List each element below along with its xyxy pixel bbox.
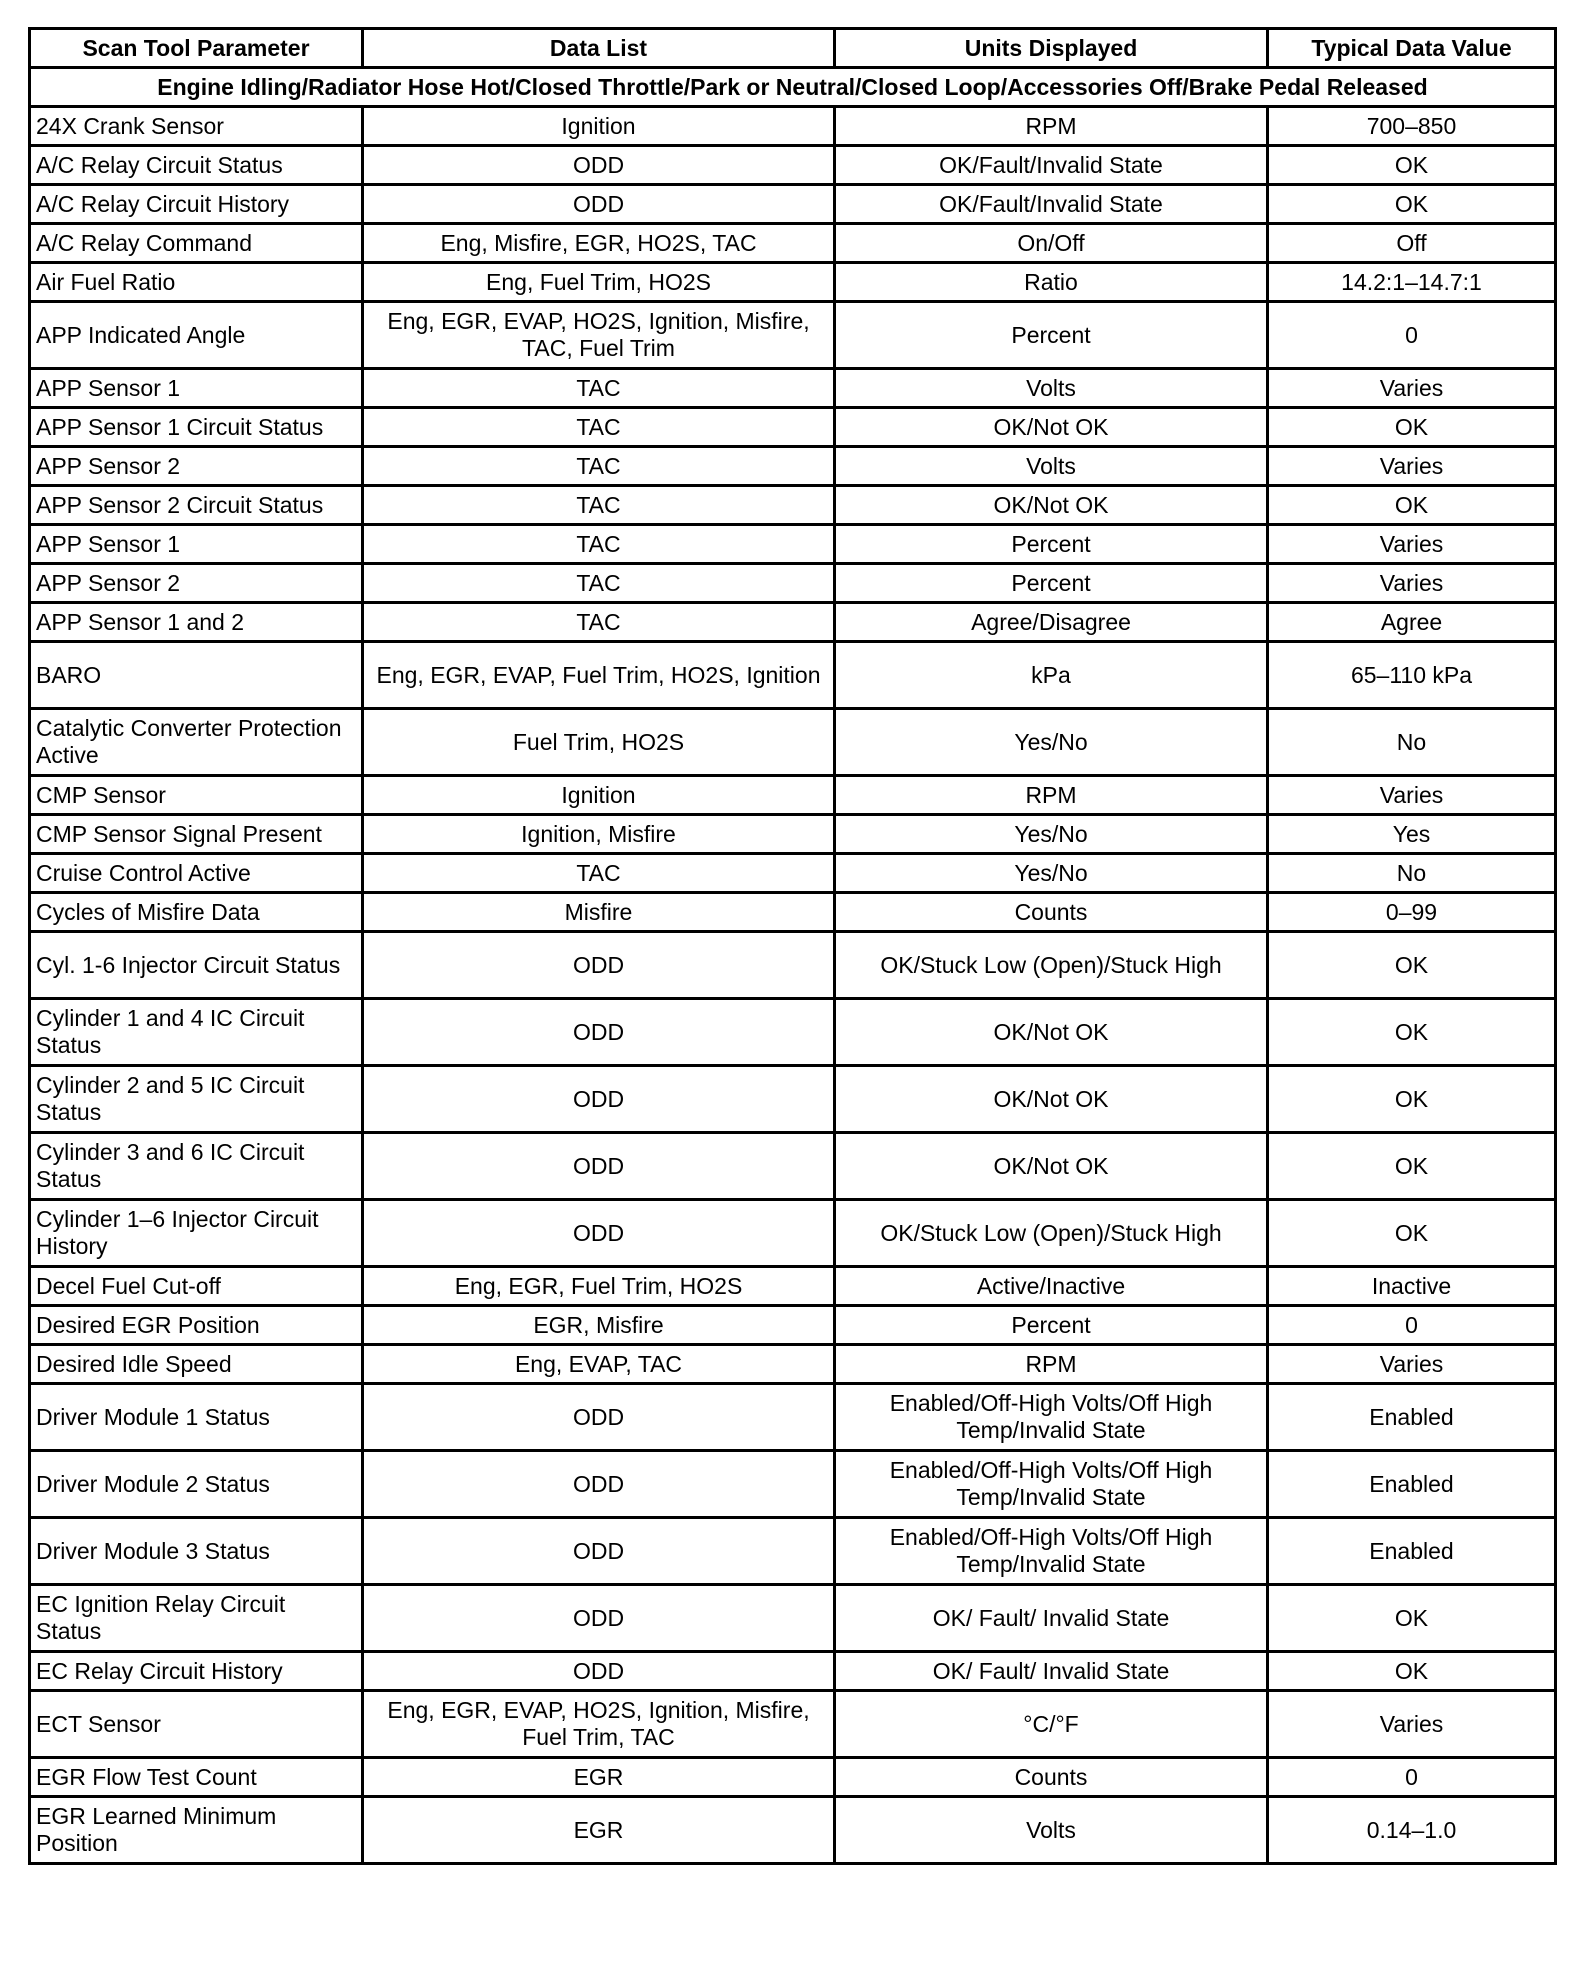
cell-parameter: CMP Sensor Signal Present bbox=[30, 815, 363, 854]
header-scan-tool-parameter: Scan Tool Parameter bbox=[30, 29, 363, 68]
cell-parameter: APP Sensor 2 Circuit Status bbox=[30, 486, 363, 525]
cell-parameter: APP Sensor 2 bbox=[30, 447, 363, 486]
table-row bbox=[30, 1306, 1556, 1345]
cell-data-list: Eng, Fuel Trim, HO2S bbox=[363, 263, 835, 302]
cell-data-list: Eng, EVAP, TAC bbox=[363, 1345, 835, 1384]
cell-typical-value: Enabled bbox=[1268, 1384, 1556, 1451]
cell-parameter: A/C Relay Command bbox=[30, 224, 363, 263]
table-row bbox=[30, 185, 1556, 224]
table-row bbox=[30, 263, 1556, 302]
cell-parameter: APP Sensor 1 bbox=[30, 525, 363, 564]
cell-units: OK/Stuck Low (Open)/Stuck High bbox=[835, 1200, 1268, 1267]
operating-condition: Engine Idling/Radiator Hose Hot/Closed Throttle/Park or Neutral/Closed Loop/Accessories Off/Brake Pedal Released bbox=[30, 68, 1556, 107]
cell-parameter: Desired EGR Position bbox=[30, 1306, 363, 1345]
table-row bbox=[30, 1797, 1556, 1864]
cell-typical-value: Off bbox=[1268, 224, 1556, 263]
cell-units: °C/°F bbox=[835, 1691, 1268, 1758]
cell-data-list: EGR bbox=[363, 1797, 835, 1864]
cell-units: OK/Not OK bbox=[835, 486, 1268, 525]
cell-units: Volts bbox=[835, 369, 1268, 408]
cell-typical-value: Agree bbox=[1268, 603, 1556, 642]
cell-data-list: TAC bbox=[363, 603, 835, 642]
cell-units: Active/Inactive bbox=[835, 1267, 1268, 1306]
table-row bbox=[30, 709, 1556, 776]
table-body bbox=[30, 107, 1556, 1864]
table-row bbox=[30, 1267, 1556, 1306]
cell-data-list: Eng, EGR, EVAP, Fuel Trim, HO2S, Ignition bbox=[363, 642, 835, 709]
cell-parameter: Catalytic Converter Protection Active bbox=[30, 709, 363, 776]
table-row bbox=[30, 815, 1556, 854]
header-units-displayed: Units Displayed bbox=[835, 29, 1268, 68]
table-row bbox=[30, 525, 1556, 564]
cell-data-list: EGR, Misfire bbox=[363, 1306, 835, 1345]
cell-parameter: Driver Module 1 Status bbox=[30, 1384, 363, 1451]
cell-typical-value: Varies bbox=[1268, 447, 1556, 486]
table-row bbox=[30, 486, 1556, 525]
cell-units: OK/Not OK bbox=[835, 1133, 1268, 1200]
cell-units: Counts bbox=[835, 1758, 1268, 1797]
cell-units: Counts bbox=[835, 893, 1268, 932]
cell-typical-value: Varies bbox=[1268, 1345, 1556, 1384]
table-row bbox=[30, 603, 1556, 642]
header-data-list: Data List bbox=[363, 29, 835, 68]
cell-units: Ratio bbox=[835, 263, 1268, 302]
cell-data-list: ODD bbox=[363, 185, 835, 224]
cell-typical-value: 0.14–1.0 bbox=[1268, 1797, 1556, 1864]
cell-data-list: ODD bbox=[363, 1384, 835, 1451]
table-row bbox=[30, 564, 1556, 603]
cell-parameter: Air Fuel Ratio bbox=[30, 263, 363, 302]
table-row bbox=[30, 408, 1556, 447]
cell-typical-value: No bbox=[1268, 709, 1556, 776]
cell-data-list: Eng, EGR, EVAP, HO2S, Ignition, Misfire, TAC, Fuel Trim bbox=[363, 302, 835, 369]
cell-data-list: Eng, EGR, EVAP, HO2S, Ignition, Misfire, Fuel Trim, TAC bbox=[363, 1691, 835, 1758]
cell-data-list: ODD bbox=[363, 1133, 835, 1200]
cell-parameter: APP Sensor 1 and 2 bbox=[30, 603, 363, 642]
cell-data-list: ODD bbox=[363, 1066, 835, 1133]
cell-parameter: Driver Module 2 Status bbox=[30, 1451, 363, 1518]
table-row bbox=[30, 369, 1556, 408]
cell-units: OK/Not OK bbox=[835, 999, 1268, 1066]
cell-typical-value: Varies bbox=[1268, 1691, 1556, 1758]
cell-typical-value: Varies bbox=[1268, 776, 1556, 815]
cell-data-list: ODD bbox=[363, 146, 835, 185]
cell-units: RPM bbox=[835, 1345, 1268, 1384]
cell-units: Percent bbox=[835, 564, 1268, 603]
cell-typical-value: 0–99 bbox=[1268, 893, 1556, 932]
cell-parameter: A/C Relay Circuit History bbox=[30, 185, 363, 224]
cell-parameter: Cylinder 1 and 4 IC Circuit Status bbox=[30, 999, 363, 1066]
cell-typical-value: OK bbox=[1268, 486, 1556, 525]
cell-parameter: APP Sensor 1 bbox=[30, 369, 363, 408]
table-row bbox=[30, 447, 1556, 486]
cell-typical-value: OK bbox=[1268, 1200, 1556, 1267]
table-row bbox=[30, 146, 1556, 185]
table-row bbox=[30, 1451, 1556, 1518]
cell-units: OK/Stuck Low (Open)/Stuck High bbox=[835, 932, 1268, 999]
cell-data-list: TAC bbox=[363, 854, 835, 893]
cell-typical-value: Enabled bbox=[1268, 1451, 1556, 1518]
cell-parameter: Cruise Control Active bbox=[30, 854, 363, 893]
cell-units: Yes/No bbox=[835, 854, 1268, 893]
cell-units: OK/ Fault/ Invalid State bbox=[835, 1652, 1268, 1691]
cell-units: OK/Not OK bbox=[835, 408, 1268, 447]
table-row bbox=[30, 893, 1556, 932]
cell-units: Volts bbox=[835, 1797, 1268, 1864]
scan-tool-data-table bbox=[28, 27, 1557, 1865]
cell-typical-value: 65–110 kPa bbox=[1268, 642, 1556, 709]
table-row bbox=[30, 1652, 1556, 1691]
cell-parameter: EC Relay Circuit History bbox=[30, 1652, 363, 1691]
cell-typical-value: 0 bbox=[1268, 1758, 1556, 1797]
cell-parameter: A/C Relay Circuit Status bbox=[30, 146, 363, 185]
cell-parameter: ECT Sensor bbox=[30, 1691, 363, 1758]
table-row bbox=[30, 1384, 1556, 1451]
cell-units: Enabled/Off-High Volts/Off High Temp/Invalid State bbox=[835, 1384, 1268, 1451]
cell-units: Yes/No bbox=[835, 815, 1268, 854]
cell-typical-value: Enabled bbox=[1268, 1518, 1556, 1585]
cell-data-list: Ignition, Misfire bbox=[363, 815, 835, 854]
header-row bbox=[30, 29, 1556, 68]
cell-typical-value: 0 bbox=[1268, 1306, 1556, 1345]
table-row bbox=[30, 302, 1556, 369]
cell-typical-value: 14.2:1–14.7:1 bbox=[1268, 263, 1556, 302]
cell-units: OK/Fault/Invalid State bbox=[835, 146, 1268, 185]
cell-parameter: Decel Fuel Cut-off bbox=[30, 1267, 363, 1306]
cell-data-list: ODD bbox=[363, 1200, 835, 1267]
cell-data-list: ODD bbox=[363, 1518, 835, 1585]
table-row bbox=[30, 1585, 1556, 1652]
condition-row bbox=[30, 68, 1556, 107]
cell-parameter: Cylinder 1–6 Injector Circuit History bbox=[30, 1200, 363, 1267]
cell-data-list: Misfire bbox=[363, 893, 835, 932]
cell-parameter: EC Ignition Relay Circuit Status bbox=[30, 1585, 363, 1652]
cell-data-list: Ignition bbox=[363, 107, 835, 146]
cell-data-list: ODD bbox=[363, 1585, 835, 1652]
cell-units: Enabled/Off-High Volts/Off High Temp/Invalid State bbox=[835, 1451, 1268, 1518]
cell-typical-value: Varies bbox=[1268, 564, 1556, 603]
table-row bbox=[30, 224, 1556, 263]
cell-parameter: Cylinder 2 and 5 IC Circuit Status bbox=[30, 1066, 363, 1133]
cell-typical-value: No bbox=[1268, 854, 1556, 893]
table-row bbox=[30, 1066, 1556, 1133]
cell-typical-value: Varies bbox=[1268, 525, 1556, 564]
cell-typical-value: Varies bbox=[1268, 369, 1556, 408]
cell-units: Percent bbox=[835, 302, 1268, 369]
cell-parameter: EGR Flow Test Count bbox=[30, 1758, 363, 1797]
table-row bbox=[30, 1758, 1556, 1797]
cell-parameter: APP Indicated Angle bbox=[30, 302, 363, 369]
cell-parameter: Cyl. 1-6 Injector Circuit Status bbox=[30, 932, 363, 999]
cell-typical-value: OK bbox=[1268, 1585, 1556, 1652]
table-row bbox=[30, 1691, 1556, 1758]
cell-data-list: Fuel Trim, HO2S bbox=[363, 709, 835, 776]
cell-parameter: Cycles of Misfire Data bbox=[30, 893, 363, 932]
table-row bbox=[30, 1200, 1556, 1267]
cell-typical-value: OK bbox=[1268, 185, 1556, 224]
cell-data-list: TAC bbox=[363, 486, 835, 525]
cell-parameter: CMP Sensor bbox=[30, 776, 363, 815]
table-row bbox=[30, 107, 1556, 146]
cell-typical-value: OK bbox=[1268, 1133, 1556, 1200]
cell-data-list: ODD bbox=[363, 1652, 835, 1691]
cell-typical-value: Yes bbox=[1268, 815, 1556, 854]
cell-units: OK/Fault/Invalid State bbox=[835, 185, 1268, 224]
cell-typical-value: 700–850 bbox=[1268, 107, 1556, 146]
cell-parameter: BARO bbox=[30, 642, 363, 709]
cell-data-list: EGR bbox=[363, 1758, 835, 1797]
cell-parameter: Driver Module 3 Status bbox=[30, 1518, 363, 1585]
cell-typical-value: OK bbox=[1268, 932, 1556, 999]
cell-typical-value: Inactive bbox=[1268, 1267, 1556, 1306]
cell-parameter: Desired Idle Speed bbox=[30, 1345, 363, 1384]
cell-data-list: TAC bbox=[363, 369, 835, 408]
cell-data-list: Eng, EGR, Fuel Trim, HO2S bbox=[363, 1267, 835, 1306]
cell-data-list: TAC bbox=[363, 408, 835, 447]
cell-typical-value: OK bbox=[1268, 999, 1556, 1066]
cell-typical-value: 0 bbox=[1268, 302, 1556, 369]
cell-units: Yes/No bbox=[835, 709, 1268, 776]
table-row bbox=[30, 776, 1556, 815]
table-row bbox=[30, 1518, 1556, 1585]
cell-units: RPM bbox=[835, 776, 1268, 815]
cell-parameter: APP Sensor 1 Circuit Status bbox=[30, 408, 363, 447]
cell-units: On/Off bbox=[835, 224, 1268, 263]
cell-units: Percent bbox=[835, 525, 1268, 564]
cell-data-list: ODD bbox=[363, 999, 835, 1066]
cell-typical-value: OK bbox=[1268, 146, 1556, 185]
cell-parameter: APP Sensor 2 bbox=[30, 564, 363, 603]
cell-parameter: 24X Crank Sensor bbox=[30, 107, 363, 146]
cell-units: kPa bbox=[835, 642, 1268, 709]
cell-typical-value: OK bbox=[1268, 408, 1556, 447]
table-row bbox=[30, 932, 1556, 999]
table-row bbox=[30, 1345, 1556, 1384]
cell-data-list: ODD bbox=[363, 932, 835, 999]
cell-data-list: TAC bbox=[363, 525, 835, 564]
cell-units: OK/Not OK bbox=[835, 1066, 1268, 1133]
table-row bbox=[30, 854, 1556, 893]
cell-typical-value: OK bbox=[1268, 1652, 1556, 1691]
cell-data-list: TAC bbox=[363, 564, 835, 603]
cell-parameter: EGR Learned Minimum Position bbox=[30, 1797, 363, 1864]
cell-data-list: Ignition bbox=[363, 776, 835, 815]
cell-data-list: ODD bbox=[363, 1451, 835, 1518]
cell-units: OK/ Fault/ Invalid State bbox=[835, 1585, 1268, 1652]
cell-units: Agree/Disagree bbox=[835, 603, 1268, 642]
cell-units: Percent bbox=[835, 1306, 1268, 1345]
cell-data-list: Eng, Misfire, EGR, HO2S, TAC bbox=[363, 224, 835, 263]
table-row bbox=[30, 642, 1556, 709]
header-typical-data-value: Typical Data Value bbox=[1268, 29, 1556, 68]
table-row bbox=[30, 999, 1556, 1066]
cell-parameter: Cylinder 3 and 6 IC Circuit Status bbox=[30, 1133, 363, 1200]
table-row bbox=[30, 1133, 1556, 1200]
cell-units: Enabled/Off-High Volts/Off High Temp/Invalid State bbox=[835, 1518, 1268, 1585]
cell-typical-value: OK bbox=[1268, 1066, 1556, 1133]
cell-units: Volts bbox=[835, 447, 1268, 486]
cell-data-list: TAC bbox=[363, 447, 835, 486]
cell-units: RPM bbox=[835, 107, 1268, 146]
